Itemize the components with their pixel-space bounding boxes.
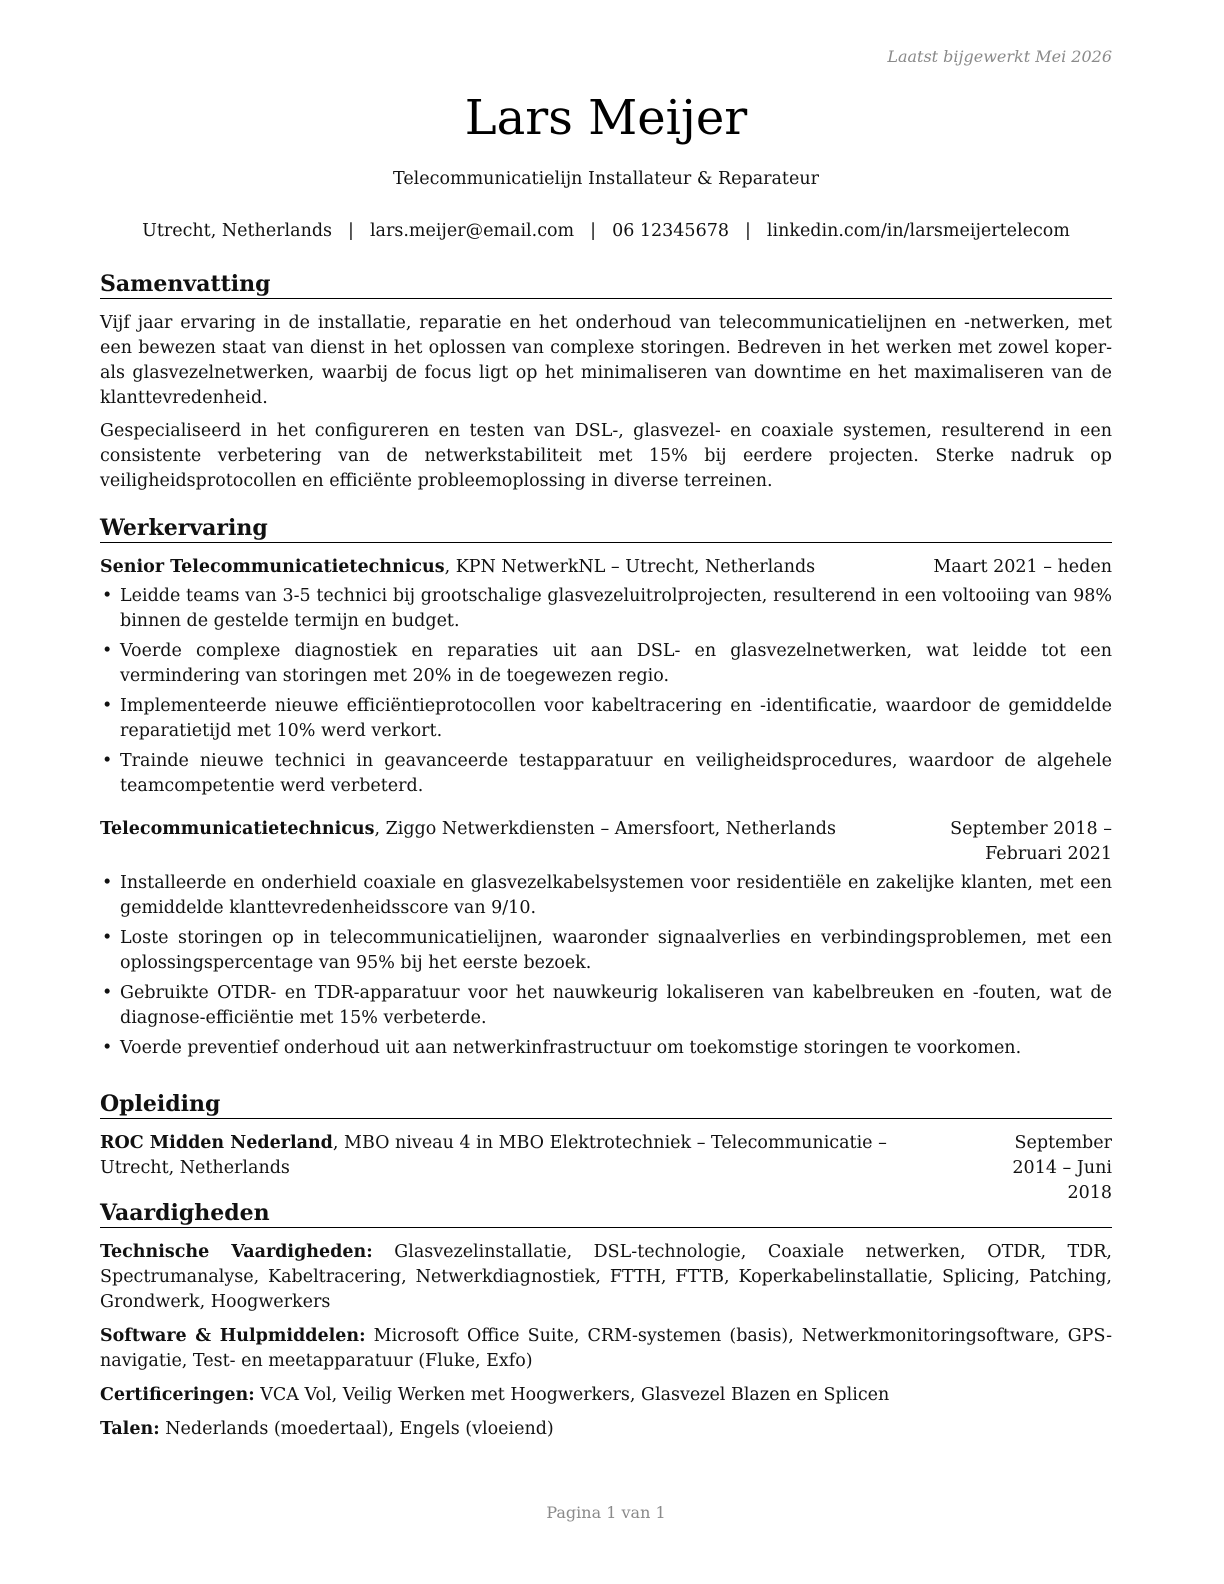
experience-heading: Werkervaring [100,514,1112,543]
bullet-icon: • [102,983,113,1003]
education-program: , MBO niveau 4 in MBO Elektrotechniek – Telecommunicatie – Utrecht, Netherlands [100,1133,887,1178]
job-dates: September 2018 – Februari 2021 [950,819,1112,864]
bullet-text: Gebruikte OTDR- en TDR-apparatuur voor het nauwkeurig lokaliseren van kabelbreuken en -fouten, wat de diagnose-efficiëntie met 15% verbeterde. [120,983,1112,1028]
skill-line [100,1240,1112,1315]
contact-email[interactable]: lars.meijer@email.com [369,221,575,241]
resume-page [100,0,1112,1584]
job-entry [100,817,1112,1061]
bullet-icon: • [102,641,113,661]
bullet-text: Trainde nieuwe technici in geavanceerde testapparatuur en veiligheidsprocedures, waardoor de algehele teamcompetentie werd verbeterd. [120,751,1112,796]
experience-section [100,514,1112,1066]
education-title-line [100,1131,972,1181]
job-header [100,817,1112,867]
bullet-text: Voerde complexe diagnostiek en reparaties uit aan DSL- en glasvezelnetwerken, wat leidde tot een vermindering van storingen met 20% in de toegewezen regio. [120,641,1112,686]
bullet-icon: • [102,696,113,716]
summary-paragraph: Vijf jaar ervaring in de installatie, reparatie en het onderhoud van telecommunicatielijnen en -netwerken, met een bewezen staat van dienst in het oplossen van complexe storingen. Bedreven in het werken met zowel koper- als glasvezelnetwerken, waarbij de focus ligt op het minimaliseren van downtime en het maximaliseren van de klanttevredenheid. [100,313,1112,408]
skill-label: Talen: [100,1419,160,1439]
last-updated: Laatst bijgewerkt Mei 2026 [887,47,1112,66]
contact-separator: | [590,221,597,241]
bullet-icon: • [102,873,113,893]
job-company: , KPN NetwerkNL – Utrecht, Netherlands [444,557,816,577]
skill-line [100,1417,1112,1442]
skill-label: Technische Vaardigheden: [100,1242,373,1262]
candidate-name: Lars Meijer [464,90,748,146]
summary-section [100,270,1112,502]
contact-phone[interactable]: 06 12345678 [612,221,729,241]
bullet-text: Implementeerde nieuwe efficiëntieprotocollen voor kabeltracering en -identificatie, waardoor de gemiddelde reparatietijd met 10% werd verkort. [120,696,1112,741]
list-item [100,981,1112,1031]
list-item [100,926,1112,976]
list-item [100,1036,1112,1061]
job-title: Telecommunicatielijn Installateur & Reparateur [393,169,819,189]
bullet-icon: • [102,1038,113,1058]
bullet-text: Leidde teams van 3-5 technici bij grootschalige glasvezeluitrolprojecten, resulterend in een voltooiing van 98% binnen de gestelde termijn en budget. [120,586,1112,631]
contact-linkedin[interactable]: linkedin.com/in/larsmeijertelecom [766,221,1070,241]
skill-label: Software & Hulpmiddelen: [100,1326,366,1346]
skill-line [100,1383,1112,1408]
job-dates: Maart 2021 – heden [933,557,1112,577]
bullet-icon: • [102,928,113,948]
bullet-icon: • [102,751,113,771]
summary-paragraph: Gespecialiseerd in het configureren en testen van DSL-, glasvezel- en coaxiale systemen, resulterend in een consistente verbetering van de netwerkstabiliteit met 15% bij eerdere projecten. Sterke nadruk op veiligheidsprotocollen en efficiënte probleemoplossing in diverse terreinen. [100,421,1112,491]
contact-location: Utrecht, Netherlands [142,221,333,241]
education-dates: September 2014 – Juni 2018 [1012,1133,1112,1203]
job-role: Senior Telecommunicatietechnicus [100,557,445,577]
bullet-text: Voerde preventief onderhoud uit aan netwerkinfrastructuur om toekomstige storingen te voorkomen. [120,1038,1022,1058]
job-bullets [100,584,1112,799]
contact-separator: | [744,221,751,241]
skill-value: Microsoft Office Suite, CRM-systemen (basis), Netwerkmonitoringsoftware, GPS-navigatie, Test- en meetapparatuur (Fluke, Exfo) [100,1326,1112,1371]
bullet-icon: • [102,586,113,606]
job-entry [100,555,1112,799]
skill-line [100,1324,1112,1374]
job-bullets [100,871,1112,1061]
contact-line [100,219,1112,244]
education-heading: Opleiding [100,1090,1112,1119]
job-company: , Ziggo Netwerkdiensten – Amersfoort, Netherlands [374,819,836,839]
job-title-line [100,817,872,842]
job-role: Telecommunicatietechnicus [100,819,375,839]
contact-separator: | [348,221,354,241]
skills-heading: Vaardigheden [100,1199,1112,1228]
skill-label: Certificeringen: [100,1385,255,1405]
education-school: ROC Midden Nederland [100,1133,333,1153]
list-item [100,639,1112,689]
job-header [100,555,1112,580]
bullet-text: Installeerde en onderhield coaxiale en glasvezelkabelsystemen voor residentiële en zakelijke klanten, met een gemiddelde klanttevredenheidsscore van 9/10. [120,873,1112,918]
list-item [100,871,1112,921]
page-number: Pagina 1 van 1 [546,1503,666,1522]
list-item [100,749,1112,799]
list-item [100,584,1112,634]
job-title-line [100,555,933,580]
list-item [100,694,1112,744]
bullet-text: Loste storingen op in telecommunicatielijnen, waaronder signaalverlies en verbindingsproblemen, met een oplossingspercentage van 95% bij het eerste bezoek. [120,928,1112,973]
skill-value: Glasvezelinstallatie, DSL-technologie, Coaxiale netwerken, OTDR, TDR, Spectrumanalyse, Kabeltracering, Netwerkdiagnostiek, FTTH, FTTB, Koperkabelinstallatie, Splicing, Patching, Grondwerk, Hoogwerkers [100,1242,1112,1312]
education-section [100,1090,1112,1210]
summary-heading: Samenvatting [100,270,1112,299]
skill-value: Nederlands (moedertaal), Engels (vloeiend) [159,1419,554,1439]
skill-value: VCA Vol, Veilig Werken met Hoogwerkers, Glasvezel Blazen en Splicen [254,1385,890,1405]
skills-section [100,1199,1112,1451]
education-entry [100,1131,1112,1206]
